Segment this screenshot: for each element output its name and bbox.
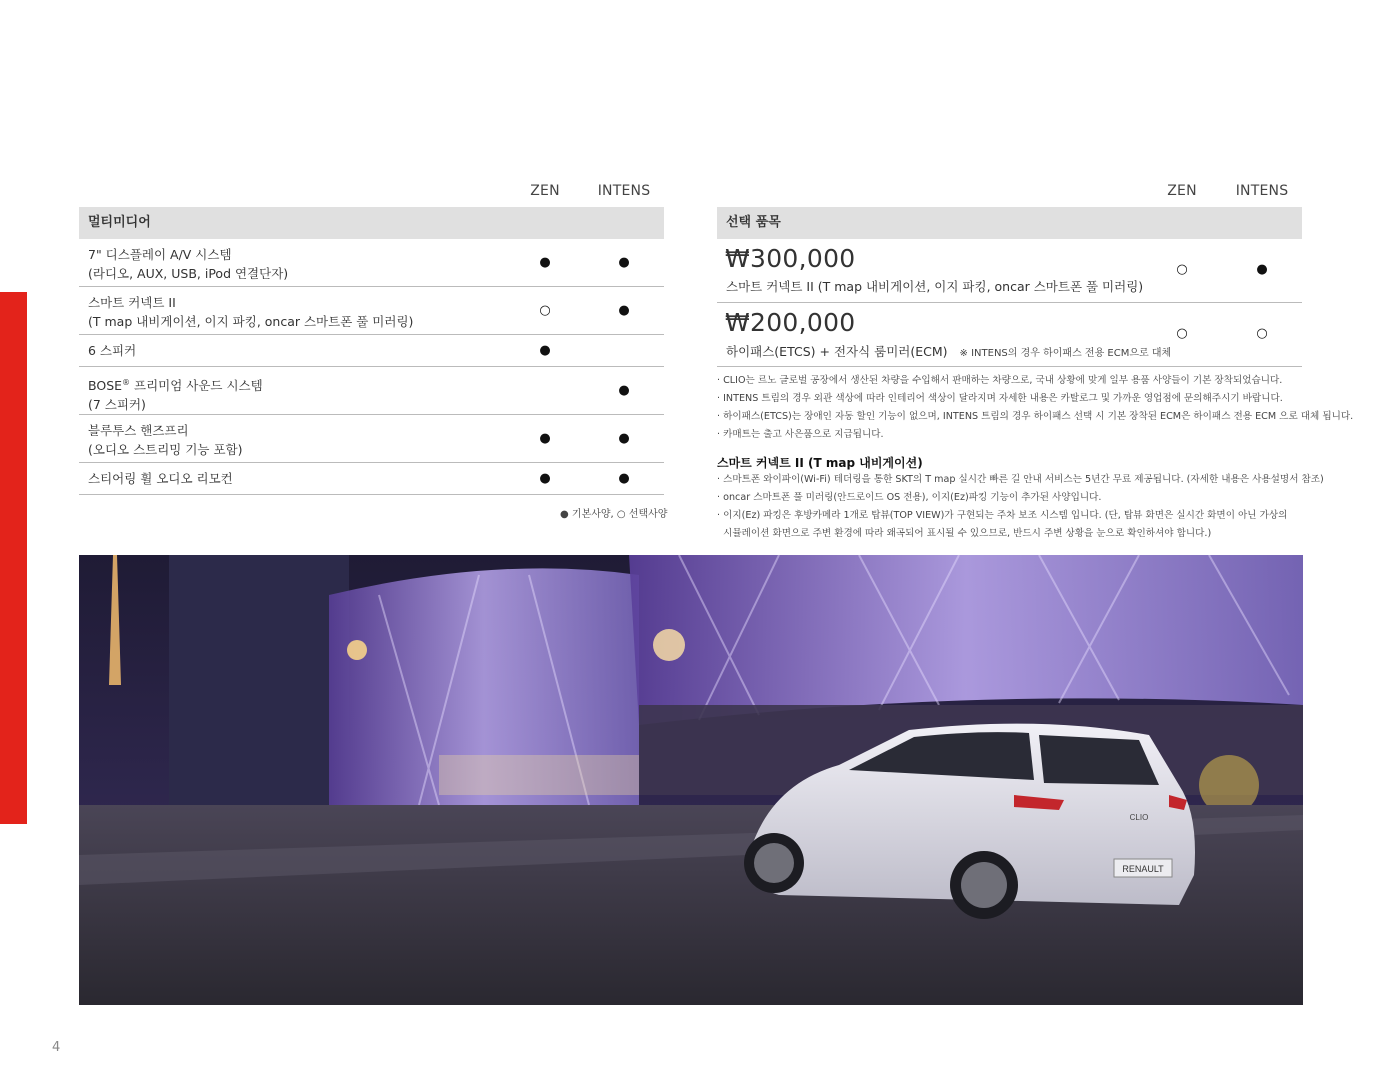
table-row <box>79 239 664 287</box>
car-night-photo <box>79 555 1303 1005</box>
smart-connect-notes <box>717 471 1324 543</box>
option-desc: 하이패스(ETCS) + 전자식 룸미러(ECM) ※ INTENS의 경우 하이패스 전용 ECM으로 대체 <box>726 344 1172 359</box>
row-label-sub: (7 스피커) <box>88 397 146 413</box>
table-row <box>79 335 664 367</box>
table-row <box>79 415 664 463</box>
row-label: 7" 디스플레이 A/V 시스템 <box>88 247 232 262</box>
row-label: 블루투스 핸즈프리 <box>88 423 189 438</box>
notes-list <box>717 372 1353 444</box>
note-item: 시뮬레이션 화면으로 주변 환경에 따라 왜곡되어 표시될 수 있으므로, 반드시 주변 상황을 눈으로 확인하셔야 합니다.) <box>717 528 1212 539</box>
intens-mark: ● <box>618 303 630 318</box>
page-number: 4 <box>52 1040 61 1055</box>
left-col-intens: INTENS <box>597 183 651 199</box>
option-price: ₩200,000 <box>725 308 856 337</box>
section-options: 선택 품목 <box>717 207 1302 239</box>
row-label: BOSE® 프리미엄 사운드 시스템 <box>88 378 263 394</box>
note-item: · 하이패스(ETCS)는 장애인 자동 할인 기능이 없으며, INTENS 트림의 경우 하이패스 선택 시 기본 장착된 ECM은 하이패스 전용 ECM 으로 대체 됩니다. <box>717 411 1354 422</box>
section-multimedia: 멀티미디어 <box>79 207 664 239</box>
legend: ● 기본사양, ○ 선택사양 <box>560 509 668 520</box>
intens-mark: ● <box>618 431 630 446</box>
note-item: · 카매트는 출고 사은품으로 지급됩니다. <box>717 429 884 440</box>
row-label-sub: (T map 내비게이션, 이지 파킹, oncar 스마트폰 풀 미러링) <box>88 314 414 329</box>
row-label-sub: (오디오 스트리밍 기능 포함) <box>88 442 243 457</box>
table-row <box>79 287 664 335</box>
zen-mark: ● <box>539 255 551 270</box>
photo-illustration <box>79 555 1303 1005</box>
zen-mark: ● <box>539 343 551 358</box>
option-row <box>717 239 1302 303</box>
row-label: 스마트 커넥트 II <box>88 295 176 310</box>
table-row <box>79 463 664 495</box>
option-desc: 스마트 커넥트 II (T map 내비게이션, 이지 파킹, oncar 스마트폰 풀 미러링) <box>726 279 1144 294</box>
red-accent-bar <box>0 292 27 824</box>
car-badge: CLIO <box>1129 813 1149 822</box>
note-item: · 스마트폰 와이파이(Wi-Fi) 테더링을 통한 SKT의 T map 실시간 빠른 길 안내 서비스는 5년간 무료 제공됩니다. (자세한 내용은 사용설명서 참조) <box>717 474 1324 485</box>
right-col-intens: INTENS <box>1235 183 1289 199</box>
row-label: 스티어링 휠 오디오 리모컨 <box>88 471 233 486</box>
note-item: · 이지(Ez) 파킹은 후방카메라 1개로 탑뷰(TOP VIEW)가 구현되는 주차 보조 시스템 입니다. (단, 탑뷰 화면은 실시간 화면이 아닌 가상의 <box>717 510 1288 521</box>
note-item: · CLIO는 르노 글로벌 공장에서 생산된 차량을 수입해서 판매하는 차량으로, 국내 상황에 맞게 일부 용품 사양들이 기본 장착되었습니다. <box>717 375 1283 386</box>
note-item: · oncar 스마트폰 풀 미러링(안드로이드 OS 전용), 이지(Ez)파킹 기능이 추가된 사양입니다. <box>717 492 1102 503</box>
right-col-zen: ZEN <box>1167 183 1197 199</box>
smart-connect-heading: 스마트 커넥트 II (T map 내비게이션) <box>717 456 923 470</box>
intens-mark: ● <box>618 471 630 486</box>
license-plate: RENAULT <box>1122 864 1164 874</box>
left-col-zen: ZEN <box>530 183 560 199</box>
intens-mark: ● <box>1256 262 1268 277</box>
option-note: ※ INTENS의 경우 하이패스 전용 ECM으로 대체 <box>959 348 1172 359</box>
zen-mark: ○ <box>1176 326 1188 341</box>
zen-mark: ● <box>539 471 551 486</box>
intens-mark: ○ <box>1256 326 1268 341</box>
zen-mark: ○ <box>1176 262 1188 277</box>
table-row <box>79 367 664 415</box>
row-label-sub: (라디오, AUX, USB, iPod 연결단자) <box>88 266 289 281</box>
option-price: ₩300,000 <box>725 244 856 273</box>
intens-mark: ● <box>618 255 630 270</box>
note-item: · INTENS 트림의 경우 외관 색상에 따라 인테리어 색상이 달라지며 자세한 내용은 카탈로그 및 가까운 영업점에 문의해주시기 바랍니다. <box>717 393 1283 404</box>
row-label: 6 스피커 <box>88 343 137 358</box>
zen-mark: ○ <box>539 303 551 318</box>
intens-mark: ● <box>618 383 630 398</box>
option-row <box>717 303 1302 367</box>
zen-mark: ● <box>539 431 551 446</box>
